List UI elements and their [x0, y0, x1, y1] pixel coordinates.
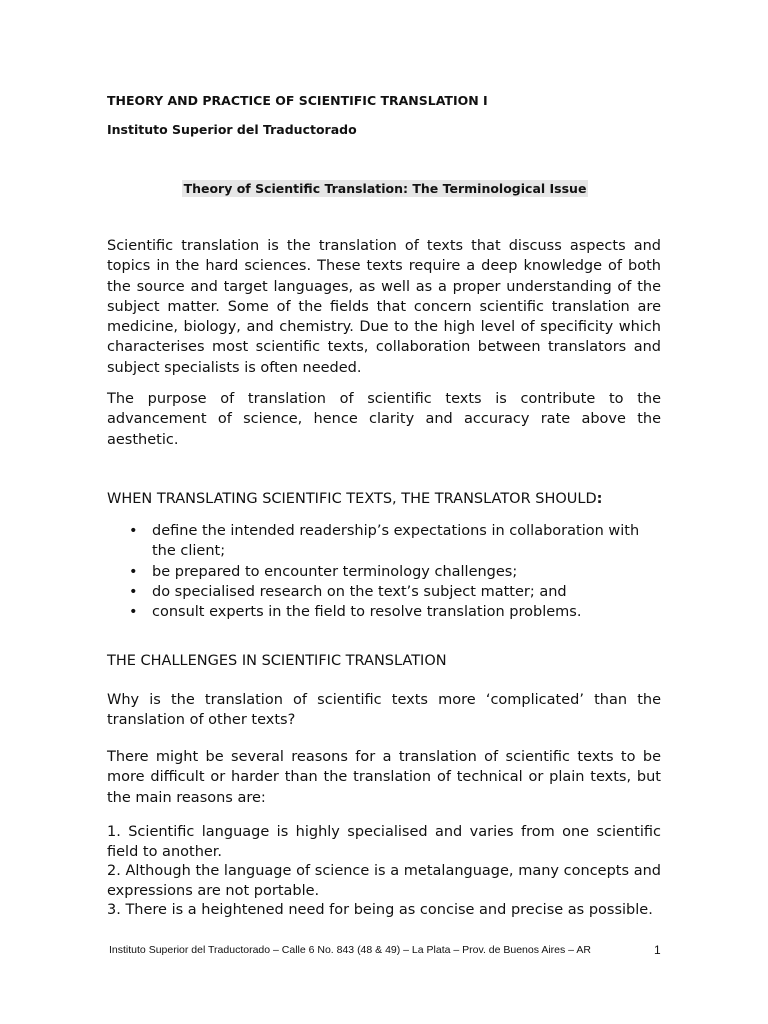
bullet-icon: • — [129, 563, 138, 580]
list-item — [107, 562, 661, 582]
list-item-text: consult experts in the field to resolve translation problems. — [152, 604, 582, 621]
page-number: 1 — [654, 943, 661, 957]
challenges-answer-intro: There might be several reasons for a translation of scientific texts to be more difficult or harder than the translation of technical or plain texts, but the main reasons are: — [107, 749, 661, 806]
reasons-list — [107, 823, 661, 921]
translator-heading-text: WHEN TRANSLATING SCIENTIFIC TEXTS, THE TRANSLATOR SHOULD — [107, 491, 597, 507]
list-item-text: do specialised research on the text’s subject matter; and — [152, 583, 567, 600]
translator-section-heading — [107, 491, 602, 507]
list-item: 2. Although the language of science is a metalanguage, many concepts and expressions are not portable. — [107, 863, 661, 899]
list-item — [107, 582, 661, 602]
translator-bullet-list — [107, 521, 661, 622]
footer-address: Instituto Superior del Traductorado – Calle 6 No. 843 (48 & 49) – La Plata – Prov. de Buenos Aires – AR — [109, 944, 591, 956]
list-item-text: define the intended readership’s expectations in collaboration with the client; — [152, 523, 640, 560]
list-item — [107, 521, 661, 562]
list-item: 1. Scientific language is highly specialised and varies from one scientific field to another. — [107, 824, 661, 860]
challenges-section-heading: THE CHALLENGES IN SCIENTIFIC TRANSLATION — [107, 653, 447, 669]
bullet-icon: • — [129, 604, 138, 621]
document-subtitle: Theory of Scientific Translation: The Terminological Issue — [183, 181, 587, 196]
list-item-text: be prepared to encounter terminology challenges; — [152, 563, 518, 580]
translator-heading-colon: : — [596, 491, 603, 507]
bullet-icon: • — [129, 583, 138, 600]
subtitle-row — [0, 178, 768, 197]
institution-name: Instituto Superior del Traductorado — [107, 122, 357, 137]
list-item — [107, 602, 661, 622]
bullet-icon: • — [129, 523, 138, 539]
challenges-question: Why is the translation of scientific texts more ‘complicated’ than the translation of other texts? — [107, 692, 661, 729]
list-item: 3. There is a heightened need for being as concise and precise as possible. — [107, 902, 653, 918]
purpose-paragraph: The purpose of translation of scientific texts is contribute to the advancement of science, hence clarity and accuracy rate above the aesthetic. — [107, 391, 661, 448]
intro-paragraph: Scientific translation is the translation of texts that discuss aspects and topics in the hard sciences. These texts require a deep knowledge of both the source and target languages, as well as a proper understanding of the subject matter. Some of the fields that concern scientific translation are medicine, biology, and chemistry. Due to the high level of specificity which characterises most scientific texts, collaboration between translators and subject specialists is often needed. — [107, 238, 661, 376]
course-title: THEORY AND PRACTICE OF SCIENTIFIC TRANSLATION I — [107, 93, 488, 108]
